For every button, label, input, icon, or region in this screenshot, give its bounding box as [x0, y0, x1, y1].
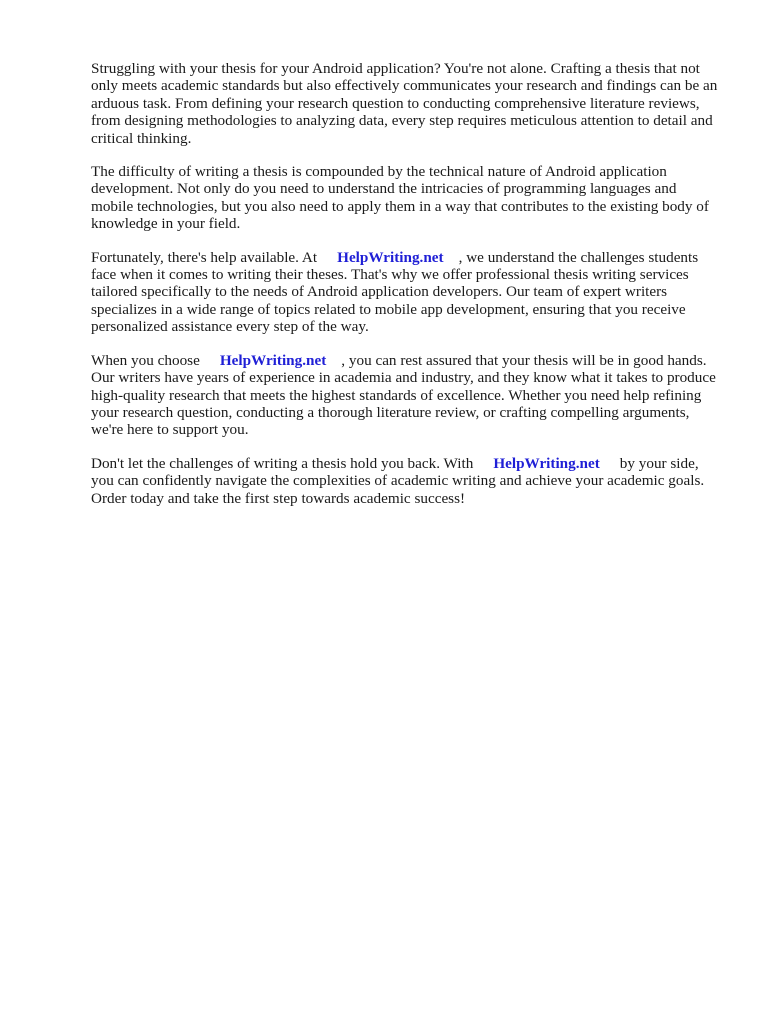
paragraph-text: Don't let the challenges of writing a thesis hold you back. With	[91, 454, 474, 472]
helpwriting-link[interactable]: HelpWriting.net	[219, 351, 327, 369]
helpwriting-link[interactable]: HelpWriting.net	[337, 248, 444, 266]
paragraph-text: , we understand the challenges students face when it comes to writing their theses. That's why we offer professional thesis writing services tailored specifically to the needs of Android application developers. Our team of expert writers specializes in a wide range of topics related to mobile app development, ensuring that you receive personalized assistance every step of the way.	[91, 248, 699, 336]
paragraph-difficulty: The difficulty of writing a thesis is compounded by the technical nature of Android application development. Not only do you need to understand the intricacies of programming languages and mobile technologies, but you also need to apply them in a way that contributes to the existing body of knowledge in your field.	[91, 163, 709, 233]
paragraph-closing	[91, 455, 721, 507]
paragraph-help-available	[91, 249, 721, 336]
paragraph-text: When you choose	[91, 351, 200, 369]
document-body	[91, 60, 721, 523]
paragraph-intro: Struggling with your thesis for your Android application? You're not alone. Crafting a thesis that not only meets academic standards but also effectively communicates your research and findings can be an arduous task. From defining your research question to conducting comprehensive literature reviews, from designing methodologies to analyzing data, every step requires meticulous attention to detail and critical thinking.	[91, 60, 718, 147]
paragraph-text: by your side, you can confidently navigate the complexities of academic writing and achieve your academic goals. Order today and take the first step towards academic success!	[91, 454, 705, 507]
paragraph-choose	[91, 352, 721, 439]
paragraph-text: , you can rest assured that your thesis will be in good hands. Our writers have years of experience in academia and industry, and they know what it takes to produce high-quality research that meets the highest standards of excellence. Whether you need help refining your research question, conducting a thorough literature review, or crafting compelling arguments, we're here to support you.	[91, 351, 716, 439]
helpwriting-link[interactable]: HelpWriting.net	[493, 454, 600, 472]
paragraph-text: Fortunately, there's help available. At	[91, 248, 318, 266]
